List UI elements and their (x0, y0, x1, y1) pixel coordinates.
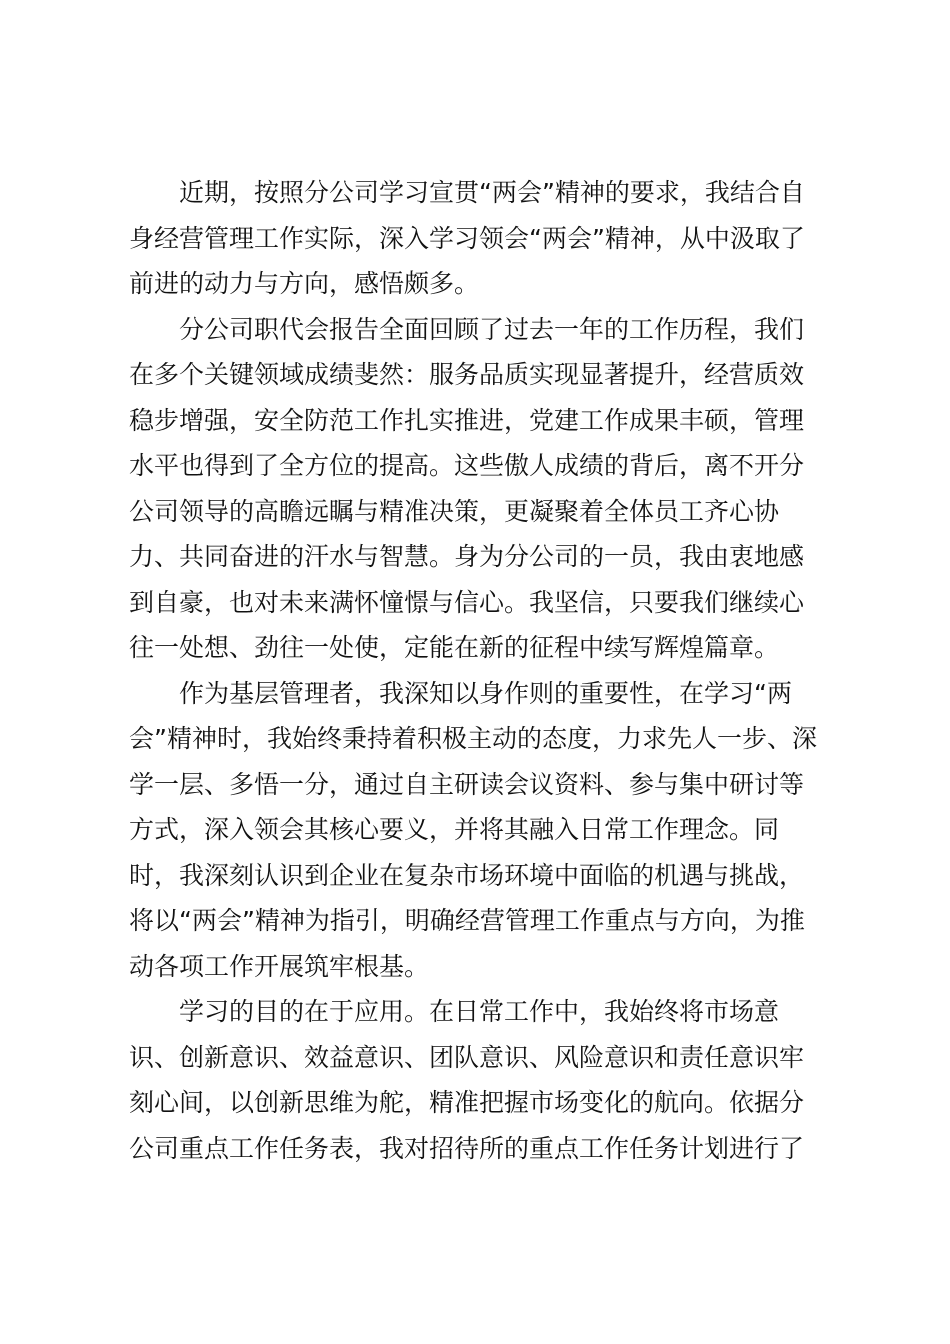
text-line: 将以“两会”精神为指引，明确经营管理工作重点与方向，为推 (129, 906, 805, 935)
text-line: 作为基层管理者，我深知以身作则的重要性，在学习“两 (179, 678, 792, 708)
text-line: 稳步增强，安全防范工作扎实推进，党建工作成果丰硕，管理 (129, 405, 805, 435)
text-line: 刻心间，以创新思维为舵，精准把握市场变化的航向。依据分 (129, 1088, 805, 1117)
text-line: 时，我深刻认识到企业在复杂市场环境中面临的机遇与挑战， (129, 860, 805, 890)
text-line: 水平也得到了全方位的提高。这些傲人成绩的背后，离不开分 (129, 451, 805, 480)
text-line: 公司领导的高瞻远瞩与精准决策，更凝聚着全体员工齐心协 (129, 496, 780, 526)
text-line: 到自豪，也对未来满怀憧憬与信心。我坚信，只要我们继续心 (129, 587, 805, 617)
paragraph-1 (129, 170, 829, 307)
text-line: 分公司职代会报告全面回顾了过去一年的工作历程，我们 (179, 314, 805, 344)
text-line: 身经营管理工作实际，深入学习领会“两会”精神，从中汲取了 (129, 223, 805, 253)
paragraph-2 (129, 307, 829, 671)
paragraph-3 (129, 671, 829, 990)
text-line: 往一处想、劲往一处使，定能在新的征程中续写辉煌篇章。 (129, 633, 780, 662)
text-line: 前进的动力与方向，感悟颇多。 (129, 269, 480, 298)
text-line: 在多个关键领域成绩斐然：服务品质实现显著提升，经营质效 (129, 360, 805, 389)
text-line: 近期，按照分公司学习宣贯“两会”精神的要求，我结合自 (179, 178, 805, 207)
text-line: 动各项工作开展筑牢根基。 (129, 951, 430, 981)
text-line: 学习的目的在于应用。在日常工作中，我始终将市场意 (179, 997, 780, 1026)
text-line: 方式，深入领会其核心要义，并将其融入日常工作理念。同 (129, 815, 780, 844)
paragraph-4 (129, 989, 829, 1171)
text-line: 学一层、多悟一分，通过自主研读会议资料、参与集中研讨等 (129, 769, 805, 799)
text-line: 会”精神时，我始终秉持着积极主动的态度，力求先人一步、深 (129, 724, 817, 753)
text-line: 识、创新意识、效益意识、团队意识、风险意识和责任意识牢 (129, 1042, 805, 1072)
text-line: 公司重点工作任务表，我对招待所的重点工作任务计划进行了 (129, 1133, 805, 1163)
text-line: 力、共同奋进的汗水与智慧。身为分公司的一员，我由衷地感 (129, 542, 805, 571)
document-body (129, 170, 829, 1171)
